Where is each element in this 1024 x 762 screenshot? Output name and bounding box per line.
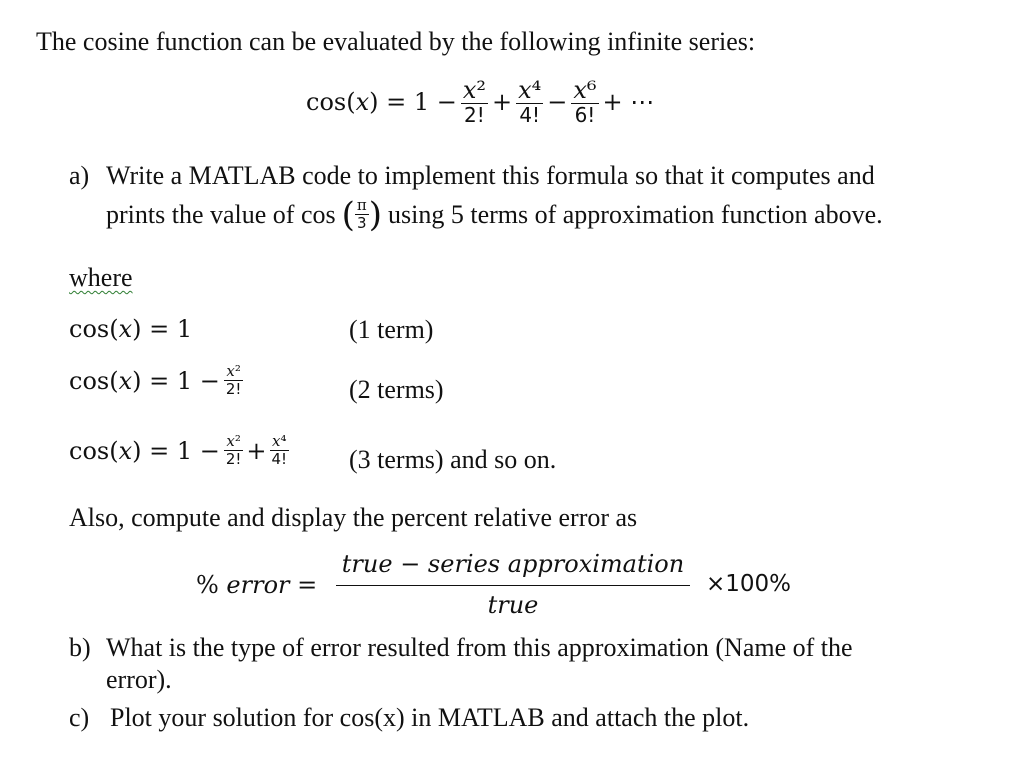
series-frac-x4: $\frac{\text{𝑥⁴}}{4!}$	[518, 76, 542, 128]
part-b-line2: error).	[106, 665, 172, 694]
part-a-line2-post: using 5 terms of approximation function above.	[388, 199, 883, 229]
series-formula	[306, 78, 654, 126]
example-3-formula	[69, 434, 289, 467]
part-a-line2-pre: prints the value of cos	[106, 199, 336, 229]
example-3-frac-1: $\frac{\text{𝑥²}}{2!}$	[225, 432, 242, 468]
paren-open: (	[341, 194, 355, 235]
where-text: where	[69, 263, 133, 292]
paren-close: )	[368, 194, 382, 235]
example-1-note: (1 term)	[349, 315, 434, 344]
example-3-lhs: cos(𝑥) = 1 −	[69, 436, 220, 465]
part-b-marker: b)	[69, 633, 91, 662]
part-c-text: Plot your solution for cos(x) in MATLAB and attach the plot.	[110, 703, 750, 732]
example-2-lhs: cos(𝑥) = 1 −	[69, 366, 220, 395]
error-denominator: 𝑡𝑟𝑢𝑒	[487, 591, 539, 619]
where-label	[69, 262, 133, 294]
part-c-marker: c)	[69, 703, 90, 732]
example-2-frac: $\frac{\text{𝑥²}}{2!}$	[225, 362, 242, 398]
error-multiplier: ×100%	[706, 571, 792, 597]
example-3-op: +	[246, 436, 267, 465]
series-frac-x2: $\frac{\text{𝑥²}}{2!}$	[462, 76, 486, 128]
example-2-formula	[69, 364, 243, 397]
error-numerator: 𝑡𝑟𝑢𝑒 − 𝑠𝑒𝑟𝑖𝑒𝑠 𝑎𝑝𝑝𝑟𝑜𝑥𝑖𝑚𝑎𝑡𝑖𝑜𝑛	[341, 550, 685, 578]
intro-text: The cosine function can be evaluated by the following infinite series:	[36, 27, 756, 56]
part-b-line1: What is the type of error resulted from this approximation (Name of the	[106, 633, 853, 662]
also-text: Also, compute and display the percent relative error as	[69, 503, 638, 532]
series-tail: + ⋯	[602, 88, 655, 117]
series-op-plus: +	[492, 88, 513, 117]
error-fraction-bar	[336, 585, 690, 586]
part-a-line1: Write a MATLAB code to implement this formula so that it computes and	[106, 161, 875, 190]
series-frac-x6: $\frac{\text{𝑥⁶}}{6!}$	[573, 76, 597, 128]
example-3-note: (3 terms) and so on.	[349, 445, 557, 474]
example-3-frac-2: $\frac{\text{𝑥⁴}}{4!}$	[271, 432, 288, 468]
error-lhs: % 𝑒𝑟𝑟𝑜𝑟 =	[196, 571, 318, 599]
series-lhs: cos(𝑥) = 1 −	[306, 88, 457, 117]
series-op-minus: −	[547, 88, 568, 117]
pi-over-3: $\frac{\pi}{3}$	[356, 196, 367, 232]
part-a-line2	[106, 194, 883, 235]
part-a-marker: a)	[69, 161, 90, 190]
example-2-note: (2 terms)	[349, 375, 444, 404]
example-1-formula: cos(𝑥) = 1	[69, 315, 193, 343]
